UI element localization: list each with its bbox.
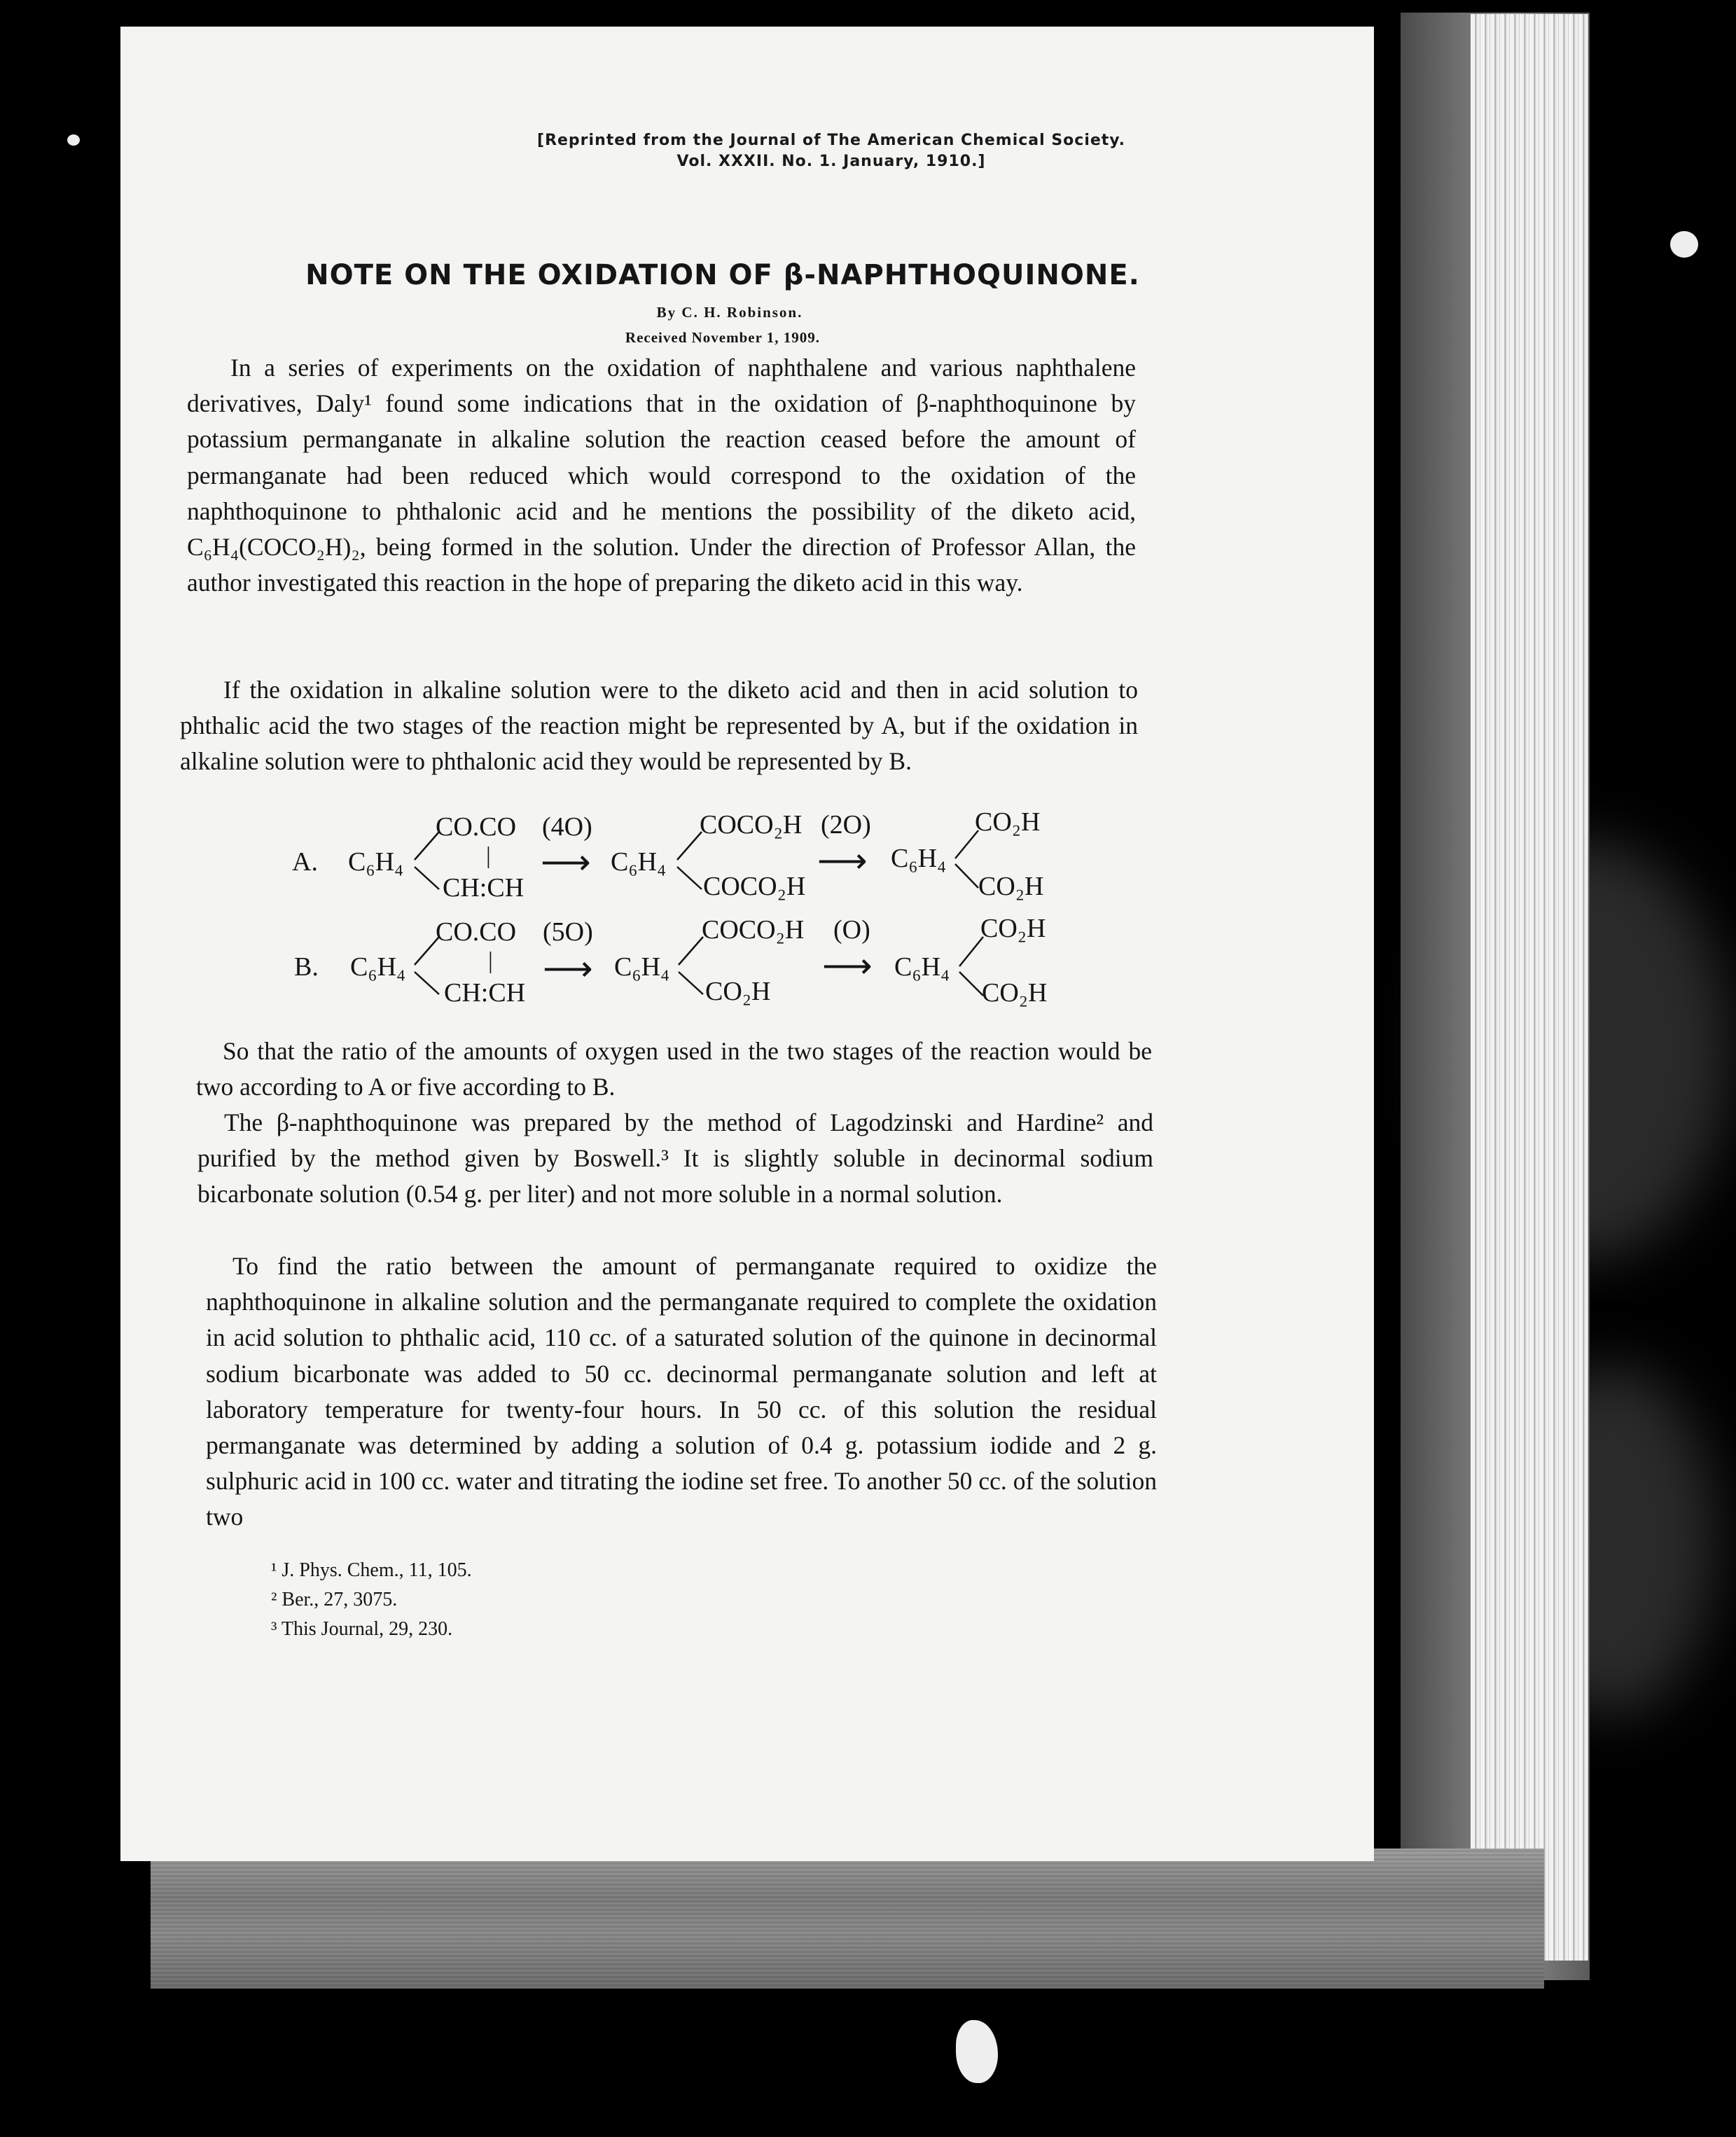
footnote: ¹ J. Phys. Chem., 11, 105. [271, 1559, 472, 1581]
paragraph: In a series of experiments on the oxidation of naphthalene and various naphthalene derivatives, Daly¹ found some indications that in the oxidation of β-naphthoquinone by potassium permanganate in alkaline solution the reaction ceased before the amount of permanganate had been reduced which would correspond to the oxidation of the naphthoquinone to phthalonic acid and he mentions the possibility of the diketo acid, C₆H₄(COCO₂H)₂, being formed in the solution. Under the direction of Professor Allan, the author investigated this reaction in the hope of preparing the diketo acid in this way. [187, 354, 1136, 597]
bond-line [677, 832, 702, 860]
formula: CO.CO [436, 917, 517, 947]
paragraph: If the oxidation in alkaline solution were to the diketo acid and then in acid solution to phthalic acid the two stages of the reaction might be represented by A, but if the oxidation in alkaline solution were to phthalonic acid they would be represented by B. [180, 676, 1138, 776]
bond-line [959, 972, 983, 996]
formula: COCO₂H [703, 872, 806, 901]
page-stack-edges [1471, 14, 1588, 1961]
reaction-arrow: ⟶ [817, 841, 868, 880]
masthead-line: [Reprinted from the Journal of The American Chemical Society. [537, 132, 1125, 149]
reaction-arrow: ⟶ [822, 946, 873, 985]
equation-label: B. [294, 952, 319, 982]
formula: CH:CH [443, 873, 525, 903]
formula: CO₂H [978, 872, 1044, 901]
formula: CO₂H [705, 977, 771, 1006]
formula: COCO₂H [700, 810, 803, 840]
formula: CO.CO [436, 812, 517, 842]
bond-line [955, 864, 978, 888]
dust-speck [67, 134, 80, 146]
formula: C₆H₄ [348, 847, 404, 877]
footnotes [271, 1556, 472, 1644]
formula: C₆H₄ [614, 952, 670, 982]
footnote: ² Ber., 27, 3075. [271, 1589, 398, 1610]
reaction-arrow: ⟶ [541, 842, 591, 882]
bond-line [415, 867, 439, 889]
paragraph: The β-naphthoquinone was prepared by the method of Lagodzinski and Hardine² and purified by the method given by Boswell.³ It is slightly soluble in decinormal sodium bicarbonate solution (0.54 g. per liter) and not more soluble in a normal solution. [197, 1108, 1153, 1209]
bond-symbol: | [486, 843, 491, 869]
formula: C₆H₄ [611, 847, 667, 877]
equation-a [292, 807, 1043, 903]
reagent: (5O) [543, 917, 593, 947]
formula: CO₂H [980, 914, 1046, 943]
formula: C₆H₄ [350, 952, 406, 982]
dust-speck [1670, 231, 1698, 258]
paragraph: So that the ratio of the amounts of oxygen used in the two stages of the reaction would be two according to A or five according to B. [196, 1037, 1152, 1101]
bond-line [679, 972, 703, 994]
footnote: ³ This Journal, 29, 230. [271, 1618, 453, 1640]
formula: C₆H₄ [891, 844, 947, 873]
formula: C₆H₄ [894, 952, 950, 982]
equation-label: A. [292, 847, 318, 877]
masthead-line: Vol. XXXII. No. 1. January, 1910.] [676, 153, 986, 170]
bond-line [959, 937, 983, 966]
bond-line [415, 972, 439, 994]
reagent: (2O) [821, 810, 871, 840]
bond-line [679, 937, 703, 965]
bond-symbol: | [488, 948, 493, 974]
formula: CH:CH [444, 978, 526, 1008]
article-title: NOTE ON THE OXIDATION OF β-NAPHTHOQUINONE. [305, 259, 1140, 291]
formula: CO₂H [975, 807, 1041, 837]
formula: COCO₂H [702, 915, 805, 945]
reaction-arrow: ⟶ [543, 949, 593, 988]
reagent: (O) [833, 915, 870, 945]
page-shadow [151, 1849, 1544, 1989]
formula: CO₂H [982, 978, 1048, 1008]
document-page [120, 27, 1374, 1861]
reagent: (4O) [542, 812, 592, 842]
bond-line [677, 867, 702, 889]
dust-speck [956, 2020, 998, 2083]
paragraph: To find the ratio between the amount of permanganate required to oxidize the naphthoquinone in alkaline solution and the permanganate required to complete the oxidation in acid solution to phthalic acid, 110 cc. of a saturated solution of the quinone in decinormal sodium bicarbonate was added to 50 cc. decinormal permanganate solution and left at laboratory temperature for twenty-four hours. In 50 cc. of this solution the residual permanganate was determined by adding a solution of 0.4 g. potassium iodide and 2 g. sulphuric acid in 100 cc. water and titrating the iodine set free. To another 50 cc. of the solution two [206, 1252, 1157, 1531]
equation-b [294, 914, 1047, 1008]
received-date: Received November 1, 1909. [625, 329, 821, 346]
article-byline: By C. H. Robinson. [656, 304, 803, 321]
